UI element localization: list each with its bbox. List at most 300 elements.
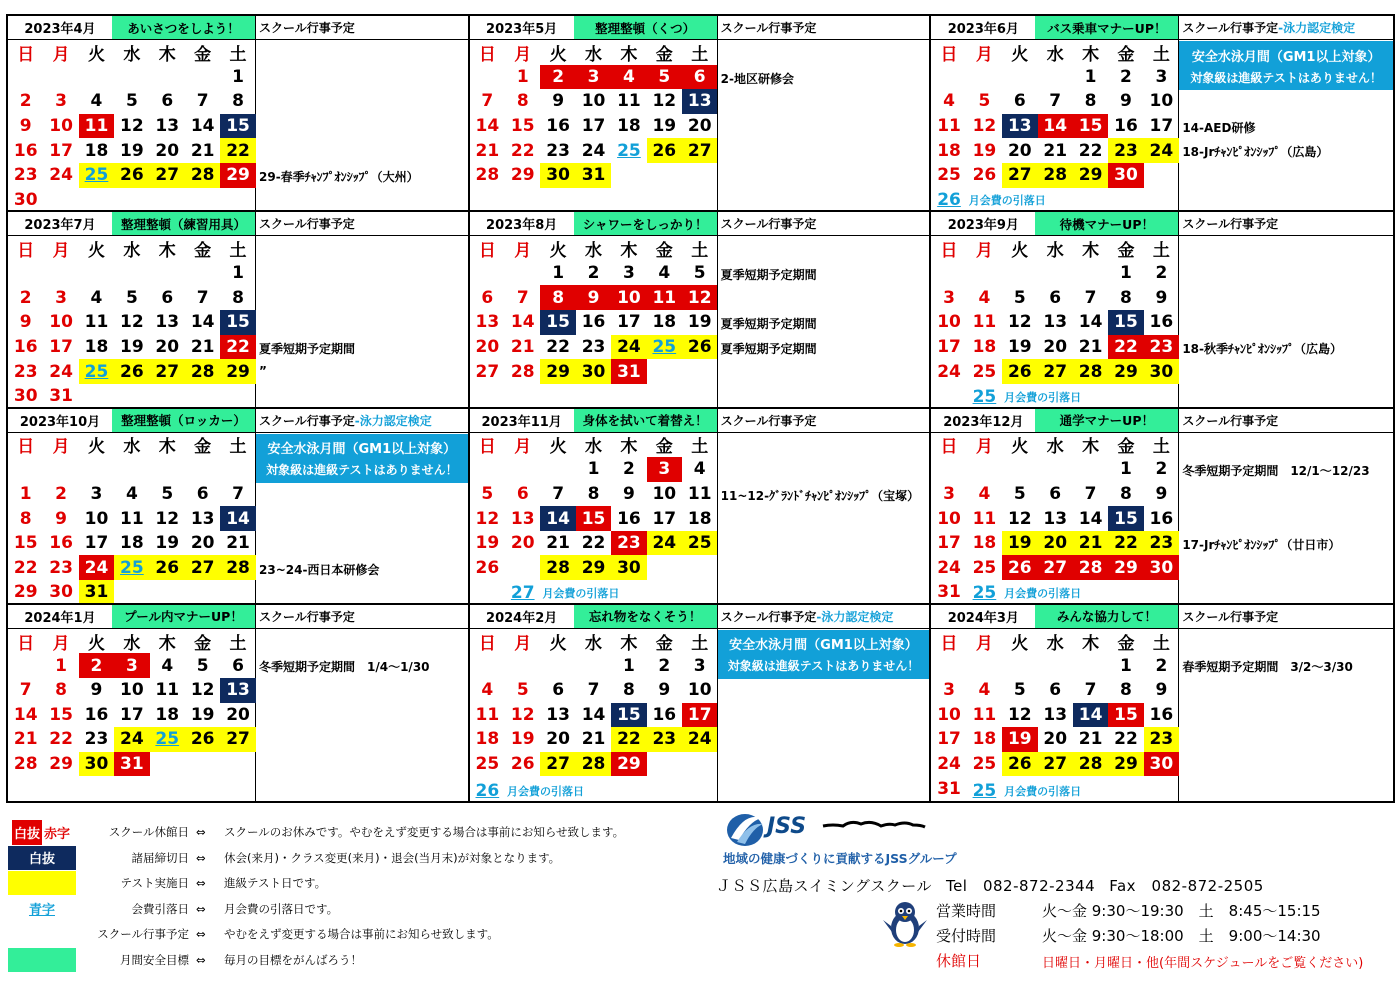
- day-cell: 3: [90, 483, 103, 504]
- week-row: [931, 138, 1178, 163]
- day-cell: 19: [1002, 727, 1037, 752]
- day-cell: 20: [510, 533, 535, 554]
- day-cell: 11: [687, 483, 712, 504]
- day-cell: 30: [1108, 163, 1143, 188]
- day-cell: 19: [120, 336, 144, 357]
- day-cell: 15: [510, 116, 535, 137]
- day-cell: 17: [937, 729, 961, 750]
- empty-cell: [79, 261, 114, 286]
- events-header: [718, 16, 930, 40]
- day-cell: 31: [114, 752, 149, 777]
- day-cell: 30: [1144, 555, 1179, 580]
- day-cell: 23: [546, 140, 570, 161]
- month-calendar: [8, 212, 256, 406]
- day-cell: 1: [516, 66, 529, 87]
- day-cell: 2: [55, 483, 67, 504]
- weekday-label: 水: [1046, 241, 1064, 262]
- week-row: [931, 653, 1178, 678]
- events-header: [718, 212, 930, 236]
- monthly-goal: プール内マナーUP！: [112, 605, 255, 628]
- weekday-header: [8, 236, 255, 261]
- events-header-sub: -泳力認定検定: [816, 609, 894, 624]
- day-cell: 24: [937, 361, 961, 382]
- day-cell: 28: [510, 361, 535, 382]
- week-row: [931, 261, 1178, 286]
- day-cell: 23: [581, 336, 606, 357]
- day-cell: 15: [1108, 310, 1143, 335]
- day-cell: 30: [79, 752, 114, 777]
- month-block: [931, 605, 1393, 801]
- day-cell: 26: [114, 359, 149, 384]
- day-cell: 2: [79, 653, 114, 678]
- events-header-label: スクール行事予定: [259, 21, 355, 35]
- event-item: 冬季短期予定期間 12/1～12/23: [1182, 464, 1370, 479]
- day-cell: 16: [581, 312, 606, 333]
- day-cell: 26: [475, 557, 500, 578]
- week-row: [8, 335, 255, 360]
- day-cell: 2: [19, 91, 32, 112]
- event-item: 冬季短期予定期間 1/4～1/30: [259, 660, 430, 675]
- empty-cell: [8, 261, 43, 286]
- day-cell: 7: [587, 680, 600, 701]
- day-cell: 19: [652, 116, 677, 137]
- day-cell: 10: [937, 508, 961, 529]
- events-header-label: スクール行事予定: [1182, 609, 1279, 624]
- day-cell: 1: [1120, 459, 1132, 480]
- weekday-label: 木: [1082, 241, 1100, 262]
- hours-value: 火～金 9:30～19:30 土 8:45～15:15: [1042, 902, 1321, 920]
- monthly-goal: 整理整頓（練習用具）: [112, 212, 255, 235]
- day-cell: 6: [1049, 483, 1062, 504]
- day-cell: 5: [516, 680, 529, 701]
- event-item: 春季短期予定期間 3/2～3/30: [1182, 660, 1353, 675]
- day-cell: 5: [125, 91, 138, 112]
- day-cell: 1: [232, 263, 244, 284]
- day-cell: 23: [1144, 335, 1179, 360]
- weekday-label: 木: [620, 633, 638, 654]
- day-cell: 9: [1120, 91, 1132, 112]
- empty-cell: [967, 65, 1002, 90]
- legend-swatch: [8, 846, 76, 870]
- legend-desc: 毎月の目標をがんばろう！: [224, 952, 362, 967]
- day-cell: 2: [1155, 263, 1168, 284]
- empty-cell: [150, 457, 185, 482]
- week-row: [8, 457, 255, 482]
- safety-month-banner: [718, 630, 930, 679]
- day-cell: 12: [1007, 704, 1032, 725]
- day-cell: 24: [937, 557, 961, 578]
- empty-cell: [682, 359, 717, 384]
- weekday-label: 水: [123, 633, 141, 654]
- day-cell: 20: [226, 704, 250, 725]
- week-row: [8, 359, 255, 384]
- company-address: [716, 875, 1278, 896]
- day-cell: 26: [682, 335, 717, 360]
- week-row: [8, 65, 255, 90]
- empty-cell: [1002, 261, 1037, 286]
- day-cell: 26: [972, 165, 997, 186]
- weekday-label: 水: [585, 241, 603, 262]
- day-cell: 4: [978, 287, 991, 308]
- empty-cell: [967, 653, 1002, 678]
- day-cell: 1: [55, 655, 67, 676]
- day-cell: 18: [687, 508, 712, 529]
- empty-cell: [931, 65, 966, 90]
- day-cell: 14: [1078, 508, 1103, 529]
- day-cell: 15: [220, 114, 255, 139]
- day-cell: 27: [150, 359, 185, 384]
- weekday-header: [470, 40, 717, 65]
- empty-cell: [114, 457, 149, 482]
- day-cell: 24: [611, 335, 646, 360]
- weekday-label: 水: [585, 437, 603, 458]
- day-cell: 22: [546, 336, 570, 357]
- day-cell: 13: [220, 678, 255, 703]
- day-cell: 16: [1149, 508, 1174, 529]
- month-events: [1179, 409, 1393, 603]
- week-row: [8, 482, 255, 507]
- empty-cell: [1038, 653, 1073, 678]
- month-events: [256, 212, 468, 406]
- week-row: [8, 653, 255, 678]
- weekday-label: 水: [1046, 633, 1064, 654]
- month-events: [718, 16, 930, 210]
- day-cell: 19: [972, 140, 997, 161]
- empty-cell: [967, 457, 1002, 482]
- day-cell: 29: [1073, 163, 1108, 188]
- day-cell: 30: [13, 386, 38, 407]
- weekday-label: 木: [158, 241, 176, 262]
- empty-cell: [79, 384, 114, 409]
- day-cell: 22: [49, 729, 73, 750]
- weekday-label: 土: [691, 633, 709, 654]
- day-cell: 22: [510, 140, 535, 161]
- day-cell: 14: [1078, 312, 1103, 333]
- events-header: [1179, 16, 1393, 40]
- month-block: [931, 212, 1393, 408]
- legend-name: テスト実施日: [120, 876, 189, 890]
- day-cell: 12: [652, 91, 677, 112]
- day-cell: 10: [937, 312, 961, 333]
- weekday-label: 月: [514, 633, 532, 654]
- legend-row: [8, 820, 625, 844]
- events-header-label: スクール行事予定: [259, 413, 355, 428]
- empty-cell: [470, 457, 505, 482]
- day-cell: 21: [1078, 336, 1103, 357]
- day-cell: 3: [1155, 66, 1168, 87]
- day-cell: 21: [475, 140, 500, 161]
- day-cell: 22: [1108, 531, 1143, 556]
- weekday-label: 木: [158, 44, 176, 65]
- day-cell: 1: [1120, 655, 1132, 676]
- monthly-goal: シャワーをしっかり！: [574, 212, 717, 235]
- weekday-label: 水: [123, 241, 141, 262]
- week-row: [931, 727, 1178, 752]
- day-cell: 19: [1007, 336, 1032, 357]
- empty-cell: [540, 457, 575, 482]
- day-cell: 25: [972, 754, 997, 775]
- day-cell: 1: [622, 655, 635, 676]
- tel: Tel 082-872-2344: [945, 877, 1096, 895]
- day-cell: 18: [475, 729, 500, 750]
- day-cell: 16: [84, 704, 109, 725]
- weekday-label: 日: [940, 633, 958, 654]
- events-sub-text: 泳力認定検定: [359, 413, 432, 428]
- empty-cell: [470, 653, 505, 678]
- day-cell: 25: [972, 557, 997, 578]
- weekday-label: 月: [514, 437, 532, 458]
- day-cell: 4: [943, 91, 955, 112]
- arrow-icon: ⇔: [196, 927, 206, 941]
- day-cell: 8: [232, 287, 244, 308]
- day-cell: 10: [937, 704, 961, 725]
- day-cell: 31: [576, 163, 611, 188]
- day-cell: 18: [84, 140, 109, 161]
- empty-cell: [185, 384, 220, 409]
- weekday-label: 木: [620, 241, 638, 262]
- day-cell: 23: [49, 557, 73, 578]
- day-cell: 6: [196, 483, 209, 504]
- banner-line1: 安全水泳月間（GM1以上対象）: [1191, 49, 1381, 65]
- empty-cell: [1108, 580, 1143, 605]
- week-row: [8, 114, 255, 139]
- day-cell: 20: [1043, 729, 1068, 750]
- empty-cell: [185, 752, 220, 777]
- month-events: [256, 16, 468, 210]
- day-cell: 3: [647, 457, 682, 482]
- day-cell: 15: [1073, 114, 1108, 139]
- weekday-label: 木: [158, 437, 176, 458]
- day-cell: 9: [19, 312, 32, 333]
- day-cell: 6: [1013, 91, 1026, 112]
- hours-value: 火～金 9:30～18:00 土 9:00～14:30: [1042, 927, 1321, 945]
- day-cell: 16: [546, 116, 570, 137]
- event-item: 夏季短期予定期間: [720, 267, 817, 282]
- day-cell: 5: [481, 483, 494, 504]
- week-row: [470, 506, 717, 531]
- week-row: [470, 138, 717, 163]
- day-cell: 26: [1002, 359, 1037, 384]
- day-cell: 6: [516, 483, 529, 504]
- month-calendar: [8, 409, 256, 603]
- day-cell: 22: [13, 557, 38, 578]
- day-cell: 29: [1108, 752, 1143, 777]
- day-cell: 30: [576, 359, 611, 384]
- swatch-text-1: 白抜: [12, 820, 42, 845]
- day-cell: 20: [475, 336, 500, 357]
- events-header: [256, 16, 468, 40]
- day-cell: 4: [693, 459, 706, 480]
- event-item: 夏季短期予定期間: [720, 317, 817, 332]
- legend-swatch: [8, 820, 76, 844]
- day-cell: 27: [1002, 163, 1037, 188]
- day-cell: 27: [1038, 752, 1073, 777]
- day-cell: 28: [1073, 555, 1108, 580]
- week-row: [931, 457, 1178, 482]
- week-row: [931, 65, 1178, 90]
- day-cell: 9: [576, 285, 611, 310]
- day-cell: 7: [516, 287, 529, 308]
- week-row: [470, 114, 717, 139]
- week-row: [931, 89, 1178, 114]
- month-calendar: [931, 605, 1179, 801]
- week-row: [470, 678, 717, 703]
- day-cell: 19: [190, 704, 215, 725]
- month-block: [470, 16, 932, 212]
- day-cell: 20: [546, 729, 570, 750]
- day-cell: 29: [540, 359, 575, 384]
- empty-cell: [647, 555, 682, 580]
- day-cell: 28: [185, 359, 220, 384]
- logo-text: JSS: [767, 814, 807, 839]
- weekday-header: [8, 40, 255, 65]
- weekday-label: 土: [1152, 437, 1170, 458]
- weekday-label: 月: [52, 437, 70, 458]
- empty-cell: [220, 188, 255, 213]
- day-cell: 6: [481, 287, 494, 308]
- day-cell: 5: [978, 91, 991, 112]
- legend-name: スクール行事予定: [97, 927, 189, 941]
- weekday-label: 水: [123, 437, 141, 458]
- weekday-label: 日: [17, 241, 35, 262]
- empty-cell: [1073, 653, 1108, 678]
- week-row: [8, 163, 255, 188]
- day-cell: 22: [581, 533, 606, 554]
- empty-cell: [79, 188, 114, 213]
- day-cell: 3: [576, 65, 611, 90]
- day-cell: 28: [13, 754, 38, 775]
- day-cell: 9: [1155, 680, 1168, 701]
- day-cell: 10: [120, 680, 144, 701]
- day-cell: 28: [576, 752, 611, 777]
- weekday-header: [931, 236, 1178, 261]
- day-cell: 15: [220, 310, 255, 335]
- month-block: [8, 16, 470, 212]
- month-block: [931, 16, 1393, 212]
- hours-value: 日曜日・月曜日・他(年間スケジュールをご覧ください): [1042, 956, 1364, 971]
- weekday-label: 火: [1011, 241, 1029, 262]
- weekday-label: 土: [691, 437, 709, 458]
- empty-cell: [43, 261, 78, 286]
- day-cell: 7: [1049, 91, 1062, 112]
- day-cell: 10: [1149, 91, 1174, 112]
- day-cell: 4: [161, 655, 174, 676]
- week-row: [8, 310, 255, 335]
- legend-desc: 休会(来月)・クラス変更(来月)・退会(当月末)が対象となります。: [224, 850, 561, 865]
- legend-row: [8, 871, 327, 895]
- day-cell: 25: [682, 531, 717, 556]
- month-calendar: [8, 605, 256, 801]
- day-cell: 15: [611, 703, 646, 728]
- school-name: ＪＳＳ広島スイミングスクール: [716, 877, 932, 895]
- week-row: [470, 727, 717, 752]
- day-cell: 5: [1013, 680, 1026, 701]
- empty-cell: [647, 752, 682, 777]
- empty-cell: [220, 384, 255, 409]
- empty-cell: [1038, 65, 1073, 90]
- monthly-goal: 身体を拭いて着替え！: [574, 409, 717, 432]
- day-cell: 7: [232, 483, 244, 504]
- month-events: [256, 409, 468, 603]
- empty-cell: [114, 188, 149, 213]
- day-cell: 31: [49, 386, 73, 407]
- day-cell: 29: [220, 163, 255, 188]
- day-cell: 29: [1108, 555, 1143, 580]
- weekday-header: [470, 236, 717, 261]
- empty-cell: [79, 65, 114, 90]
- empty-cell: [1073, 261, 1108, 286]
- legend-row: [8, 897, 339, 921]
- month-events: [718, 409, 930, 603]
- weekday-label: 木: [1082, 44, 1100, 65]
- weekday-label: 火: [549, 633, 567, 654]
- events-header-label: スクール行事予定: [720, 413, 817, 428]
- day-cell: 29: [220, 359, 255, 384]
- empty-cell: [647, 163, 682, 188]
- day-cell: 17: [1149, 116, 1174, 137]
- weekday-label: 金: [1117, 241, 1135, 262]
- month-calendar: [470, 16, 718, 210]
- weekday-label: 土: [691, 44, 709, 65]
- day-cell: 23: [84, 729, 109, 750]
- monthly-goal: 整理整頓（ロッカー）: [112, 409, 255, 432]
- week-row: [931, 114, 1178, 139]
- day-cell: 20: [155, 336, 180, 357]
- monthly-goal: 忘れ物をなくそう！: [574, 605, 717, 628]
- month-title: 2023年8月: [486, 218, 558, 234]
- day-cell: 30: [13, 189, 38, 210]
- fee-withdrawal-note: [931, 583, 1081, 603]
- day-cell: 24: [49, 361, 73, 382]
- week-row: [8, 89, 255, 114]
- day-cell: 9: [55, 508, 67, 529]
- day-cell: 22: [1078, 140, 1103, 161]
- empty-cell: [470, 65, 505, 90]
- empty-cell: [43, 457, 78, 482]
- weekday-label: 日: [17, 633, 35, 654]
- week-row: [931, 531, 1178, 556]
- day-cell: 4: [611, 65, 646, 90]
- events-header-label: スクール行事予定: [259, 217, 355, 232]
- day-cell: 15: [49, 704, 73, 725]
- empty-cell: [931, 261, 966, 286]
- day-cell: 4: [978, 483, 991, 504]
- empty-cell: [220, 457, 255, 482]
- day-cell: 16: [1114, 116, 1138, 137]
- fee-label: 月会費の引落日: [507, 785, 585, 798]
- day-cell: 8: [19, 508, 32, 529]
- day-cell: 19: [687, 312, 712, 333]
- events-header: [256, 409, 468, 433]
- day-cell: 23: [1144, 531, 1179, 556]
- empty-cell: [1144, 580, 1179, 605]
- weekday-label: 日: [478, 44, 496, 65]
- day-cell: 14: [190, 312, 215, 333]
- day-cell: 27: [540, 752, 575, 777]
- weekday-label: 月: [975, 44, 993, 65]
- day-cell: 7: [552, 483, 565, 504]
- weekday-label: 金: [194, 437, 212, 458]
- day-cell: 8: [1120, 680, 1132, 701]
- event-item: 夏季短期予定期間: [259, 341, 356, 356]
- day-cell: 6: [552, 680, 565, 701]
- legend-name: スクール休館日: [108, 825, 189, 839]
- day-cell: 1: [1120, 263, 1132, 284]
- week-row: [8, 752, 255, 777]
- day-cell: 31: [937, 582, 961, 603]
- events-header-label: スクール行事予定: [720, 217, 817, 232]
- weekday-label: 月: [975, 633, 993, 654]
